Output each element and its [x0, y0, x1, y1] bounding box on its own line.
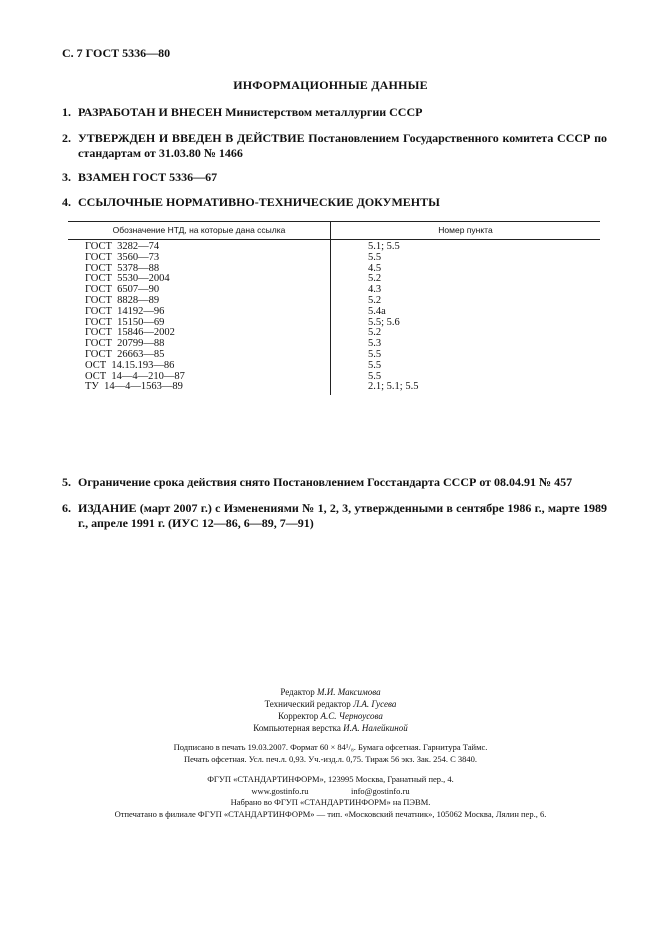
table-cell-clause: 5.3	[368, 338, 382, 350]
credit-role: Корректор	[278, 711, 319, 721]
table-header	[68, 221, 600, 240]
section-4	[62, 195, 607, 210]
credit-name: Л.А. Гусева	[353, 699, 397, 709]
table-cell-document: ГОСТ 26663—85	[85, 348, 165, 360]
table-cell-clause: 5.5	[368, 251, 382, 263]
table-cell-clause: 5.5	[368, 348, 382, 360]
table-cell-document: ГОСТ 8828—89	[85, 294, 160, 306]
table-cell-clause: 5.5	[368, 370, 382, 382]
section-number: 1.	[62, 105, 71, 119]
credit-line	[0, 698, 661, 710]
section-6	[62, 501, 607, 531]
section-2	[62, 131, 607, 161]
credit-name: М.И. Максимова	[317, 687, 381, 697]
section-text: ССЫЛОЧНЫЕ НОРМАТИВНО-ТЕХНИЧЕСКИЕ ДОКУМЕНТЫ	[78, 195, 440, 209]
publisher-info	[0, 774, 661, 820]
references-table	[68, 221, 600, 395]
table-cell-clause: 5.2	[368, 273, 382, 285]
publisher-line: Набрано во ФГУП «СТАНДАРТИНФОРМ» на ПЭВМ.	[230, 797, 431, 807]
table-cell-document: ГОСТ 6507—90	[85, 284, 160, 296]
section-number: 3.	[62, 170, 71, 184]
table-cell-clause: 5.1; 5.5	[368, 241, 400, 252]
column-header-document: Обозначение НТД, на которые дана ссылка	[68, 222, 331, 239]
table-cell-clause: 5.5	[368, 359, 382, 371]
section-text: ИЗДАНИЕ (март 2007 г.) с Изменениями № 1, 2, 3, утвержденными в сентябре 1986 г., марте 1989 г., апреле 1991 г. (ИУС 12—86, 6—89, 7—91)	[78, 501, 607, 530]
section-1	[62, 105, 607, 120]
credit-name: А.С. Черноусова	[320, 711, 383, 721]
credit-role: Технический редактор	[264, 699, 351, 709]
table-cell-document: ТУ 14—4—1563—89	[85, 381, 183, 393]
publisher-line: ФГУП «СТАНДАРТИНФОРМ», 123995 Москва, Гранатный пер., 4.	[207, 774, 454, 784]
section-text: РАЗРАБОТАН И ВНЕСЕН Министерством металлургии СССР	[78, 105, 423, 119]
publisher-line: Отпечатано в филиале ФГУП «СТАНДАРТИНФОРМ» — тип. «Московский печатник», 105062 Москва, Лялин пер., 6.	[114, 808, 547, 819]
table-cell-document: ОСТ 14—4—210—87	[85, 370, 185, 382]
table-cell-document: ГОСТ 14192—96	[85, 305, 165, 317]
credit-role: Компьютерная верстка	[253, 723, 341, 733]
credit-name: И.А. Налейкиной	[343, 723, 408, 733]
table-cell-document: ГОСТ 15150—69	[85, 316, 165, 328]
print-info-line: Печать офсетная. Усл. печ.л. 0,93. Уч.-изд.л. 0,75. Тираж 56 экз. Зак. 254. С 3840.	[183, 753, 478, 764]
table-cell-clause: 5.4а	[368, 305, 386, 317]
table-cell-document: ГОСТ 20799—88	[85, 338, 165, 350]
table-cell-clause: 5.2	[368, 294, 382, 306]
section-text: ВЗАМЕН ГОСТ 5336—67	[78, 170, 218, 184]
table-cell-clause: 5.5; 5.6	[368, 316, 400, 328]
table-cell-document: ГОСТ 15846—2002	[85, 327, 175, 339]
print-info-line: Подписано в печать 19.03.2007. Формат 60 × 84¹/₈. Бумага офсетная. Гарнитура Таймс.	[173, 742, 488, 752]
table-cell-document: ОСТ 14.15.193—86	[85, 359, 175, 371]
table-body	[68, 240, 600, 395]
section-number: 4.	[62, 195, 71, 209]
section-number: 2.	[62, 131, 71, 145]
table-cell-document: ГОСТ 3560—73	[85, 251, 160, 263]
credit-role: Редактор	[280, 687, 315, 697]
table-cell-clause: 4.5	[368, 262, 382, 274]
document-title: ИНФОРМАЦИОННЫЕ ДАННЫЕ	[233, 78, 428, 92]
publisher-line: www.gostinfo.ru info@gostinfo.ru	[251, 785, 410, 796]
document-column	[68, 240, 331, 395]
table-cell-document: ГОСТ 5378—88	[85, 262, 160, 274]
credit-line	[0, 710, 661, 722]
credit-line	[0, 722, 661, 734]
table-cell-document: ГОСТ 3282—74	[85, 241, 160, 252]
credit-line	[0, 686, 661, 698]
section-3	[62, 170, 607, 185]
clause-column	[331, 240, 600, 395]
print-info	[0, 742, 661, 765]
section-text: УТВЕРЖДЕН И ВВЕДЕН В ДЕЙСТВИЕ Постановлением Государственного комитета СССР по стандартам от 31.03.80 № 1466	[78, 131, 607, 160]
section-text: Ограничение срока действия снято Постановлением Госстандарта СССР от 08.04.91 № 457	[78, 475, 573, 489]
page-header: С. 7 ГОСТ 5336—80	[62, 46, 171, 60]
table-cell-clause: 2.1; 5.1; 5.5	[368, 381, 419, 393]
section-number: 6.	[62, 501, 71, 515]
section-number: 5.	[62, 475, 71, 489]
table-cell-clause: 5.2	[368, 327, 382, 339]
table-cell-document: ГОСТ 5530—2004	[85, 273, 170, 285]
table-cell-clause: 4.3	[368, 284, 382, 296]
section-5	[62, 475, 607, 490]
editorial-credits	[0, 686, 661, 734]
column-header-clause: Номер пункта	[438, 225, 493, 235]
